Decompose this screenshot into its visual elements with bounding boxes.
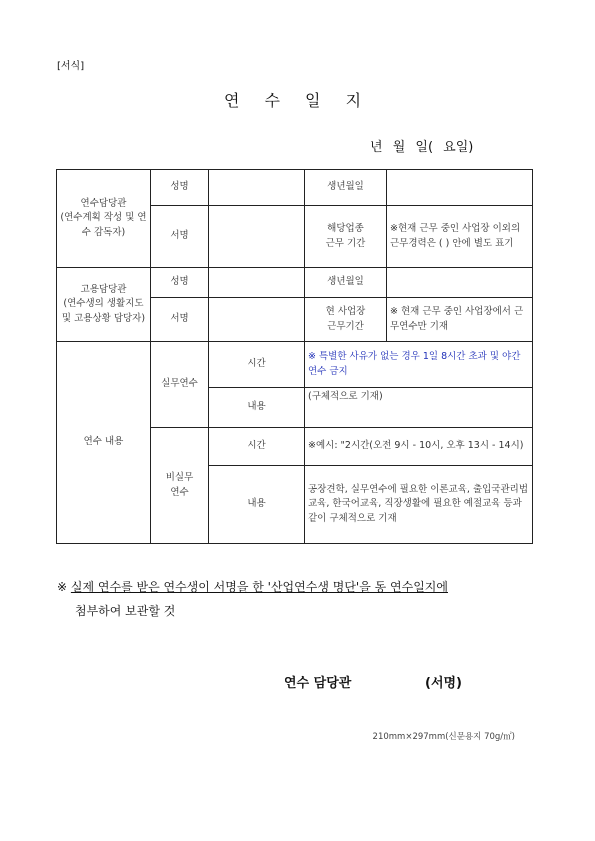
signature-label: 서명	[151, 298, 209, 342]
notice-line-1: 실제 연수를 받은 연수생이 서명을 한 '산업연수생 명단'을 동 연수일지에	[70, 580, 448, 594]
content-label: 내용	[209, 388, 305, 428]
training-log-table	[56, 169, 533, 544]
employee-signature-cell[interactable]	[209, 298, 305, 342]
supervisor-header: 연수담당관 (연수계획 작성 및 연수 감독자)	[57, 170, 151, 268]
non-practical-content-note: 공장견학, 실무연수에 필요한 이론교육, 출입국관리법 교육, 한국어교육, 직장생활에 필요한 예절교육 등과 같이 구체적으로 기재	[305, 466, 533, 544]
form-tag: [서식]	[57, 61, 85, 72]
notice-line-2: 첨부하여 보관할 것	[75, 604, 176, 618]
date-line: 년 월 일( 요일)	[370, 140, 474, 155]
name-label: 성명	[151, 170, 209, 206]
paper-spec: 210mm×297mm(신문용지 70g/㎡)	[372, 732, 515, 742]
signature-label: 서명	[151, 206, 209, 268]
dob-label: 생년월일	[305, 268, 387, 298]
workplace-note: ※ 현재 근무 중인 사업장에서 근무연수만 기재	[387, 298, 533, 342]
page-title: 연 수 일 지	[223, 91, 372, 110]
training-content-label: 연수 내용	[57, 342, 151, 544]
employee-name-cell[interactable]	[209, 268, 305, 298]
supervisor-name-cell[interactable]	[209, 170, 305, 206]
name-label: 성명	[151, 268, 209, 298]
time-label: 시간	[209, 428, 305, 466]
supervisor-signature-cell[interactable]	[209, 206, 305, 268]
content-label: 내용	[209, 466, 305, 544]
signature-field[interactable]: (서명)	[425, 676, 462, 691]
workplace-period-label: 현 사업장 근무기간	[305, 298, 387, 342]
dob-label: 생년월일	[305, 170, 387, 206]
practical-content-note: (구체적으로 기재)	[305, 388, 533, 428]
non-practical-time-note: ※예시: "2시간(오전 9시 - 10시, 오후 13시 - 14시)	[305, 428, 533, 466]
practical-training-label: 실무연수	[151, 342, 209, 428]
notice-bullet: ※	[57, 580, 68, 594]
period-label: 해당업종 근무 기간	[305, 206, 387, 268]
time-label: 시간	[209, 342, 305, 388]
period-note: ※현재 근무 중인 사업장 이외의 근무경력은 ( ) 안에 별도 표기	[387, 206, 533, 268]
employee-header: 고용담당관 (연수생의 생활지도 및 고용상황 담당자)	[57, 268, 151, 342]
notice	[57, 575, 448, 623]
non-practical-training-label: 비실무 연수	[151, 428, 209, 544]
supervisor-dob-cell[interactable]	[387, 170, 533, 206]
employee-dob-cell[interactable]	[387, 268, 533, 298]
practical-time-note: ※ 특별한 사유가 없는 경우 1일 8시간 초과 및 야간연수 금지	[305, 342, 533, 388]
signature-label: 연수 담당관	[284, 676, 352, 691]
